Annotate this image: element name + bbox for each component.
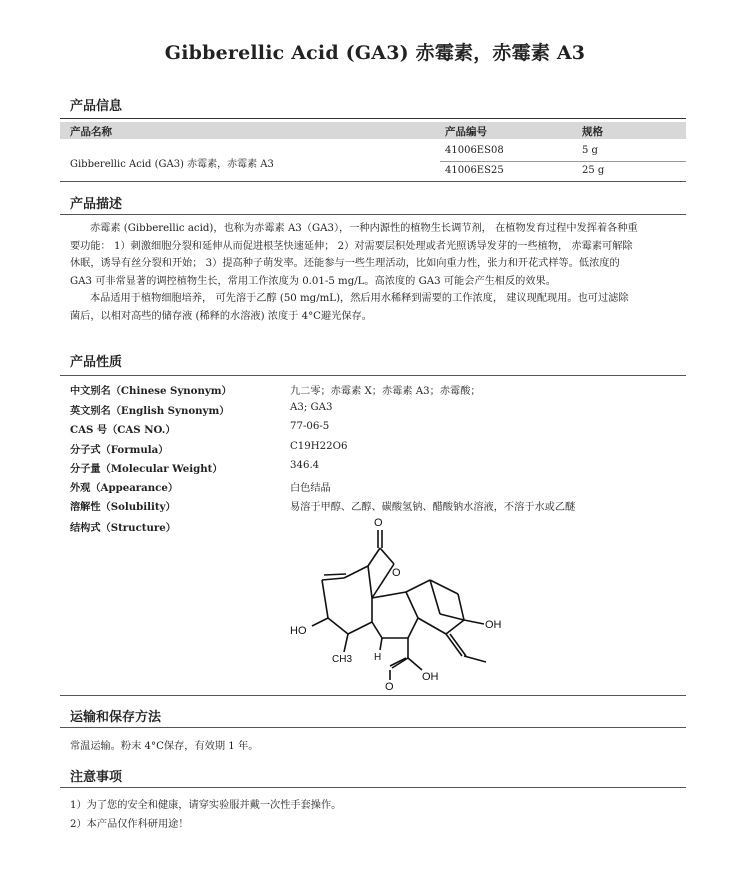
property-label: 分子量（Molecular Weight）	[70, 463, 223, 475]
divider	[60, 181, 686, 182]
property-label: CAS 号（CAS NO.）	[70, 424, 176, 436]
atom-label: H	[374, 652, 382, 663]
note-item: 2）本产品仅作科研用途！	[70, 819, 189, 830]
product-table-header	[60, 122, 686, 139]
description-line: 菌后，以相对高些的储存液 (稀释的水溶液) 浓度于 4°C避光保存。	[70, 310, 372, 322]
product-name-cell: Gibberellic Acid (GA3) 赤霉素，赤霉素 A3	[70, 159, 274, 170]
divider	[60, 727, 686, 728]
atom-label: HO	[290, 625, 307, 637]
divider	[60, 695, 686, 696]
shipping-text: 常温运输。粉末 4°C保存，有效期 1 年。	[70, 741, 259, 752]
property-value: 白色结晶	[290, 483, 331, 494]
product-spec-cell: 25 g	[582, 165, 605, 176]
header-spec: 规格	[582, 126, 603, 138]
description-line: 要功能： 1）刺激细胞分裂和延伸从而促进根茎快速延伸； 2）对需要层积处理或者光照诱导发芽的一些植物， 赤霉素可解除	[70, 240, 633, 252]
property-label: 溶解性（Solubility）	[70, 501, 176, 513]
divider	[440, 161, 686, 162]
section-shipping: 运输和保存方法	[70, 710, 162, 725]
property-value: 九二零；赤霉素 X；赤霉素 A3；赤霉酸；	[290, 386, 481, 397]
property-value: 77-06-5	[290, 421, 330, 432]
description-text	[70, 220, 682, 325]
divider	[60, 787, 686, 788]
product-code-cell: 41006ES08	[445, 145, 504, 156]
section-product-info: 产品信息	[70, 99, 123, 114]
property-value: 346.4	[290, 460, 320, 471]
divider	[60, 118, 686, 119]
page-title: Gibberellic Acid (GA3) 赤霉素，赤霉素 A3	[164, 42, 586, 64]
atom-label: O	[392, 567, 401, 579]
description-line: 本品适用于植物细胞培养， 可先溶于乙醇 (50 mg/mL)，然后用水稀释到需要的工作浓度， 建议现配现用。也可过滤除	[90, 293, 629, 304]
header-product-code: 产品编号	[445, 126, 487, 138]
property-label: 中文别名（Chinese Synonym）	[70, 385, 232, 397]
structure-diagram	[280, 510, 520, 695]
description-line: 休眠，诱导有丝分裂和开始； 3）提高种子萌发率。还能参与一些生理活动，比如向重力性，张力和开花式样等。低浓度的	[70, 258, 620, 269]
property-label: 结构式（Structure）	[70, 522, 176, 534]
description-line: 赤霉素 (Gibberellic acid)，也称为赤霉素 A3（GA3），一种内源性的植物生长调节剂， 在植物发育过程中发挥着各种重	[90, 223, 638, 234]
atom-label: OH	[485, 619, 502, 631]
note-item: 1）为了您的安全和健康，请穿实验服并戴一次性手套操作。	[70, 800, 342, 811]
section-properties: 产品性质	[70, 355, 123, 370]
atom-label: CH3	[332, 654, 353, 665]
product-spec-cell: 5 g	[582, 145, 598, 156]
section-description: 产品描述	[70, 197, 123, 212]
atom-label: OH	[422, 671, 439, 683]
header-product-name: 产品名称	[70, 126, 112, 138]
divider	[60, 375, 686, 376]
property-label: 外观（Appearance）	[70, 482, 179, 494]
atom-label: O	[385, 681, 394, 693]
property-value: C19H22O6	[290, 441, 348, 452]
product-code-cell: 41006ES25	[445, 165, 504, 176]
property-label: 英文别名（English Synonym）	[70, 405, 230, 417]
property-value: A3; GA3	[290, 402, 333, 413]
atom-label: O	[374, 517, 383, 529]
property-label: 分子式（Formula）	[70, 444, 169, 456]
description-line: GA3 可非常显著的调控植物生长，常用工作浓度为 0.01-5 mg/L。高浓度的 GA3 可能会产生相反的效果。	[70, 275, 556, 287]
divider	[60, 214, 686, 215]
property-value: 易溶于甲醇、乙醇、碳酸氢钠、醋酸钠水溶液，不溶于水或乙醚	[290, 502, 576, 513]
section-notes: 注意事项	[70, 770, 123, 785]
